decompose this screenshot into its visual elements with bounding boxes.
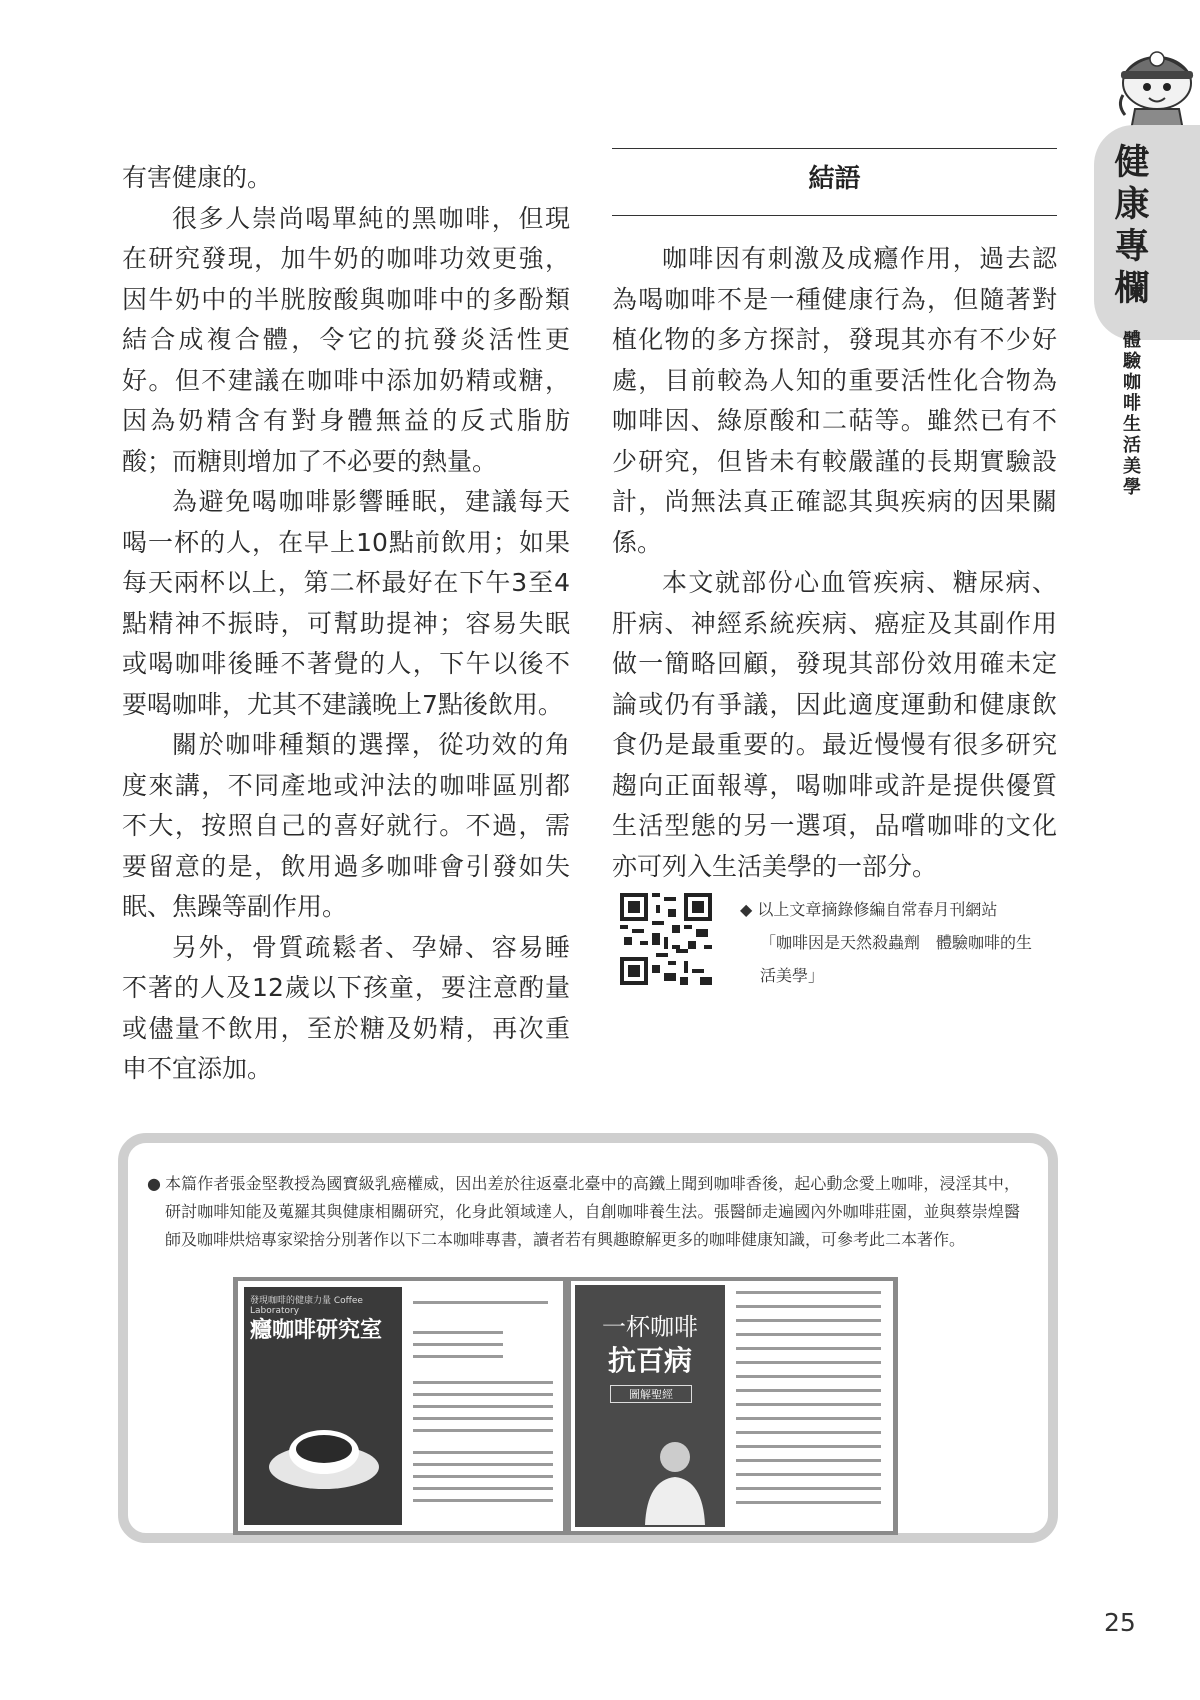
source-note-line: 活美學」 [760,966,825,985]
column-tab-subtitle: 體驗咖啡生活美學 [1123,330,1141,498]
qr-code[interactable] [620,893,712,985]
book-cover-title-line1: 一杯咖啡 [602,1313,698,1341]
author-info-text [147,1170,1020,1254]
book-cover [244,1287,402,1525]
source-note [740,893,1060,992]
paragraph: 本文就部份心血管疾病、糖尿病、肝病、神經系統疾病、癌症及其副作用做一簡略回顧，發現其部份效用確未定論或仍有爭議，因此適度運動和健康飲食仍是最重要的。最近慢慢有很多研究趨向正面報導，喝咖啡或許是提供優質生活型態的另一選項，品嚐咖啡的文化亦可列入生活美學的一部分。 [612,568,1057,881]
page-number: 25 [1104,1608,1136,1637]
book-cover [575,1285,725,1527]
book-spread-one-cup-coffee [571,1281,893,1531]
heading-bottom-rule [612,215,1057,216]
conclusion-column [612,239,1057,887]
column-tab-title: 健康專欄 [1114,142,1150,309]
source-note-line: 「咖啡因是天然殺蟲劑 體驗咖啡的生 [760,933,1033,952]
conclusion-heading: 結語 [808,164,861,194]
paragraph: 另外，骨質疏鬆者、孕婦、容易睡不著的人及12歲以下孩童，要注意酌量或儘量不飲用，至於糖及奶精，再次重申不宜添加。 [122,932,570,1083]
book-cover-title: 癮咖啡研究室 [250,1318,383,1343]
coffee-cup-icon [264,1407,384,1497]
source-note-line: ◆ 以上文章摘錄修編自常春月刊網站 [740,900,998,919]
paragraph: 很多人崇尚喝單純的黑咖啡，但現在研究發現，加牛奶的咖啡功效更強，因牛奶中的半胱胺酸與咖啡中的多酚類結合成複合體，令它的抗發炎活性更好。但不建議在咖啡中添加奶精或糖，因為奶精含有對身體無益的反式脂肪酸；而糖則增加了不必要的熱量。 [122,203,570,476]
book-cover-subtitle: 圖解聖經 [610,1385,692,1403]
book-cover-title-line2: 抗百病 [607,1344,692,1377]
book-cover-tagline: 發現咖啡的健康力量 Coffee Laboratory [250,1296,363,1316]
heading-top-rule [612,148,1057,149]
bullet-icon: ● [147,1174,161,1193]
left-article-column [122,158,570,1090]
author-portrait-illustration [635,1435,715,1525]
paragraph: 有害健康的。 [122,163,273,192]
paragraph: 關於咖啡種類的選擇，從功效的角度來講，不同產地或沖法的咖啡區別都不大，按照自己的喜好就行。不過，需要留意的是，飲用過多咖啡會引發如失眠、焦躁等副作用。 [122,730,570,921]
author-info-paragraph: 本篇作者張金堅教授為國寶級乳癌權威，因出差於往返臺北臺中的高鐵上聞到咖啡香後，起心動念愛上咖啡，浸淫其中，研討咖啡知能及蒐羅其與健康相關研究，化身此領域達人，自創咖啡養生法。張醫師走遍國內外咖啡莊園，並與蔡崇煌醫師及咖啡烘焙專家梁捨分別著作以下二本咖啡專書，讀者若有興趣瞭解更多的咖啡健康知識，可參考此二本著作。 [165,1174,1020,1249]
book-spread-coffee-laboratory [238,1281,563,1531]
book-covers-image [233,1277,898,1535]
paragraph: 為避免喝咖啡影響睡眠，建議每天喝一杯的人，在早上10點前飲用；如果每天兩杯以上，第二杯最好在下午3至4點精神不振時，可幫助提神；容易失眠或喝咖啡後睡不著覺的人，下午以後不要喝咖啡，尤其不建議晚上7點後飲用。 [122,487,570,719]
paragraph: 咖啡因有刺激及成癮作用，過去認為喝咖啡不是一種健康行為，但隨著對植化物的多方探討，發現其亦有不少好處，目前較為人知的重要活性化合物為咖啡因、綠原酸和二萜等。雖然已有不少研究，但皆未有較嚴謹的長期實驗設計，尚無法真正確認其與疾病的因果關係。 [612,244,1057,557]
